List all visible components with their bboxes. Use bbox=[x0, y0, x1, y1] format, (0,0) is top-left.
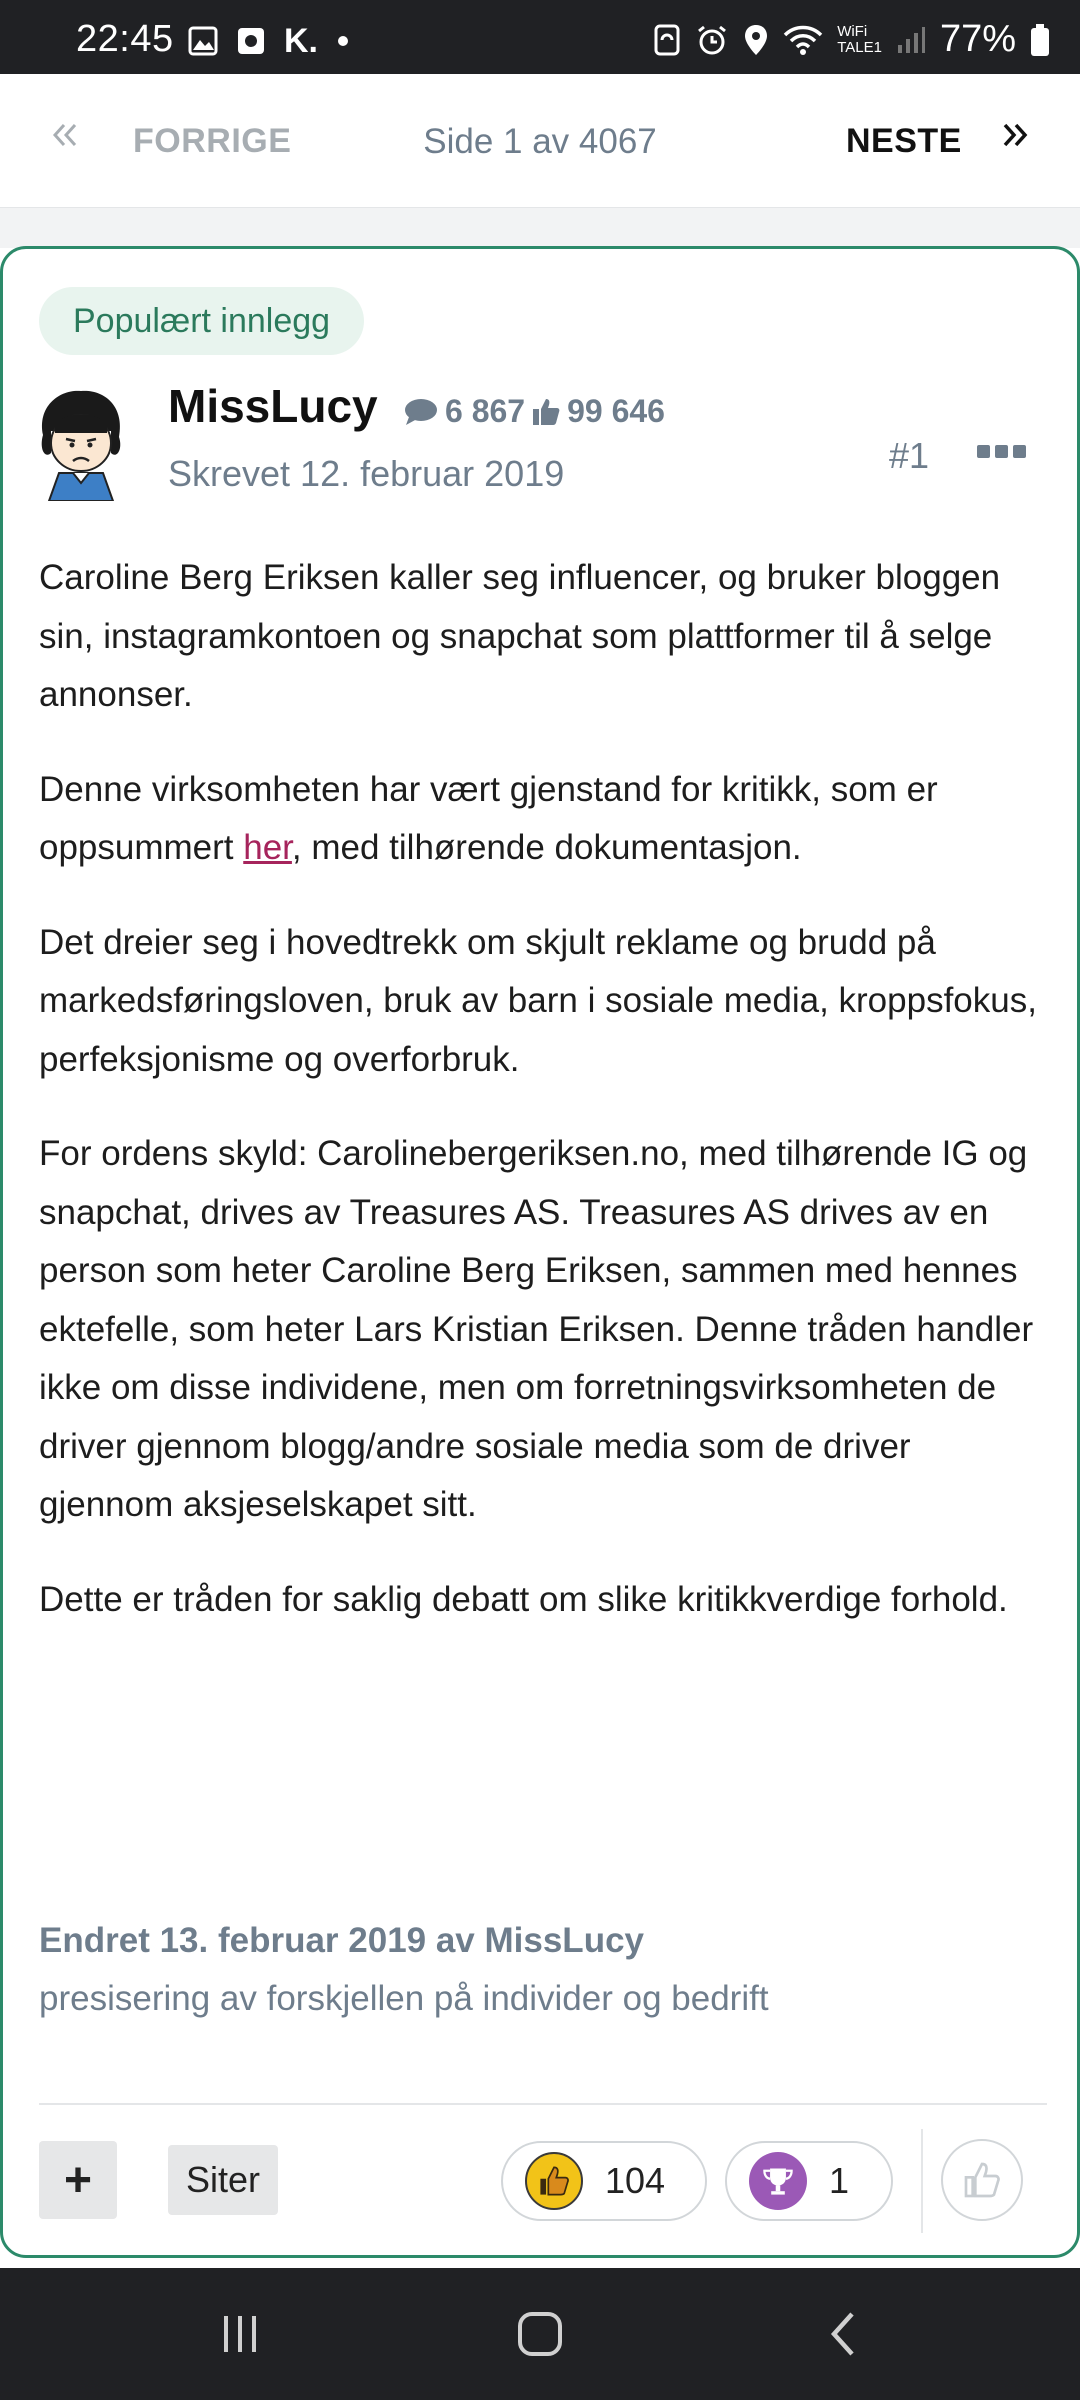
paragraph: Det dreier seg i hovedtrekk om skjult reklame og brudd på markedsføringsloven, bruk av barn i sosiale media, kroppsfokus, perfeksjonisme og overforbruk. bbox=[39, 922, 1037, 1079]
next-page-link[interactable]: NESTE bbox=[846, 122, 962, 160]
thumbs-up-outline-icon bbox=[962, 2160, 1002, 2200]
status-bar bbox=[0, 0, 1080, 74]
post-date: Skrevet 12. februar 2019 bbox=[168, 453, 565, 494]
like-reaction-count: 104 bbox=[605, 2160, 666, 2201]
wifi-label-bottom: TALE1 bbox=[837, 38, 882, 56]
multiquote-button[interactable]: + bbox=[39, 2141, 117, 2219]
wifi-icon bbox=[783, 23, 823, 57]
chevron-double-right-icon[interactable] bbox=[1000, 120, 1030, 150]
popular-post-badge: Populært innlegg bbox=[39, 287, 364, 355]
recents-icon bbox=[218, 2312, 262, 2356]
page-info[interactable]: Side 1 av 4067 bbox=[423, 122, 657, 161]
post-card bbox=[0, 246, 1080, 2258]
author-name[interactable]: MissLucy bbox=[168, 380, 378, 432]
pagination-bar bbox=[0, 74, 1080, 208]
image-icon bbox=[188, 26, 218, 56]
paragraph: Denne virksomheten har vært gjenstand for kritikk, som er oppsummert her, med tilhørende dokumentasjon. bbox=[39, 769, 938, 867]
thumbs-up-reaction-icon bbox=[525, 2152, 583, 2210]
thumbs-up-icon bbox=[531, 397, 561, 427]
paragraph: Dette er tråden for saklig debatt om slike kritikkverdige forhold. bbox=[39, 1579, 1008, 1619]
screen-record-icon bbox=[236, 26, 266, 56]
paragraph: For ordens skyld: Carolinebergeriksen.no, med tilhørende IG og snapchat, drives av Treasures AS. Treasures AS drives av en person som heter Caroline Berg Eriksen, sammen med hennes ektefelle, som heter Lars Kristian Eriksen. Denne tråden handler ikke om disse individene, men om forretningsvirksomheten de driver gjennom blogg/andre sosiale media som de driver gjennom aksjeselskapet sitt. bbox=[39, 1134, 1034, 1524]
divider bbox=[921, 2129, 923, 2233]
page-background bbox=[0, 208, 1080, 248]
edited-notice: Endret 13. februar 2019 av MissLucy bbox=[39, 1921, 644, 1960]
avatar[interactable] bbox=[33, 385, 129, 501]
post-number[interactable]: #1 bbox=[889, 435, 930, 476]
comments-icon bbox=[403, 397, 439, 427]
clock: 22:45 bbox=[76, 18, 174, 60]
back-icon bbox=[824, 2310, 864, 2358]
alarm-icon bbox=[695, 23, 729, 57]
paragraph: Caroline Berg Eriksen kaller seg influencer, og bruker bloggen sin, instagramkontoen og snapchat som plattformer til å selge annonser. bbox=[39, 558, 1001, 714]
edit-reason: presisering av forskjellen på individer og bedrift bbox=[39, 1979, 769, 2018]
system-nav-bar bbox=[0, 2268, 1080, 2400]
like-reaction-button[interactable] bbox=[501, 2141, 707, 2221]
more-options-icon[interactable] bbox=[977, 445, 1026, 458]
quote-button[interactable]: Siter bbox=[168, 2145, 278, 2215]
battery-percent: 77% bbox=[939, 18, 1016, 60]
nfc-icon bbox=[653, 23, 681, 57]
back-button[interactable] bbox=[764, 2268, 924, 2400]
dot-icon bbox=[336, 34, 350, 48]
battery-icon bbox=[1030, 23, 1050, 57]
home-button[interactable] bbox=[460, 2268, 620, 2400]
previous-page-link[interactable]: FORRIGE bbox=[133, 122, 292, 160]
trophy-reaction-button[interactable] bbox=[725, 2141, 893, 2221]
author-stats bbox=[403, 393, 665, 430]
home-icon bbox=[516, 2310, 564, 2358]
wifi-label-top: WiFi bbox=[837, 22, 868, 40]
klarna-k-icon: K. bbox=[284, 22, 318, 60]
recent-apps-button[interactable] bbox=[160, 2268, 320, 2400]
divider bbox=[39, 2103, 1047, 2105]
trophy-icon bbox=[749, 2152, 807, 2210]
location-icon bbox=[743, 23, 769, 57]
add-reaction-button[interactable] bbox=[941, 2139, 1023, 2221]
link-her[interactable]: her bbox=[243, 828, 292, 867]
post-body bbox=[39, 549, 1049, 1665]
author-post-count: 6 867 bbox=[445, 393, 526, 429]
author-like-count: 99 646 bbox=[567, 393, 665, 429]
signal-icon bbox=[896, 25, 926, 55]
trophy-reaction-count: 1 bbox=[829, 2160, 850, 2201]
